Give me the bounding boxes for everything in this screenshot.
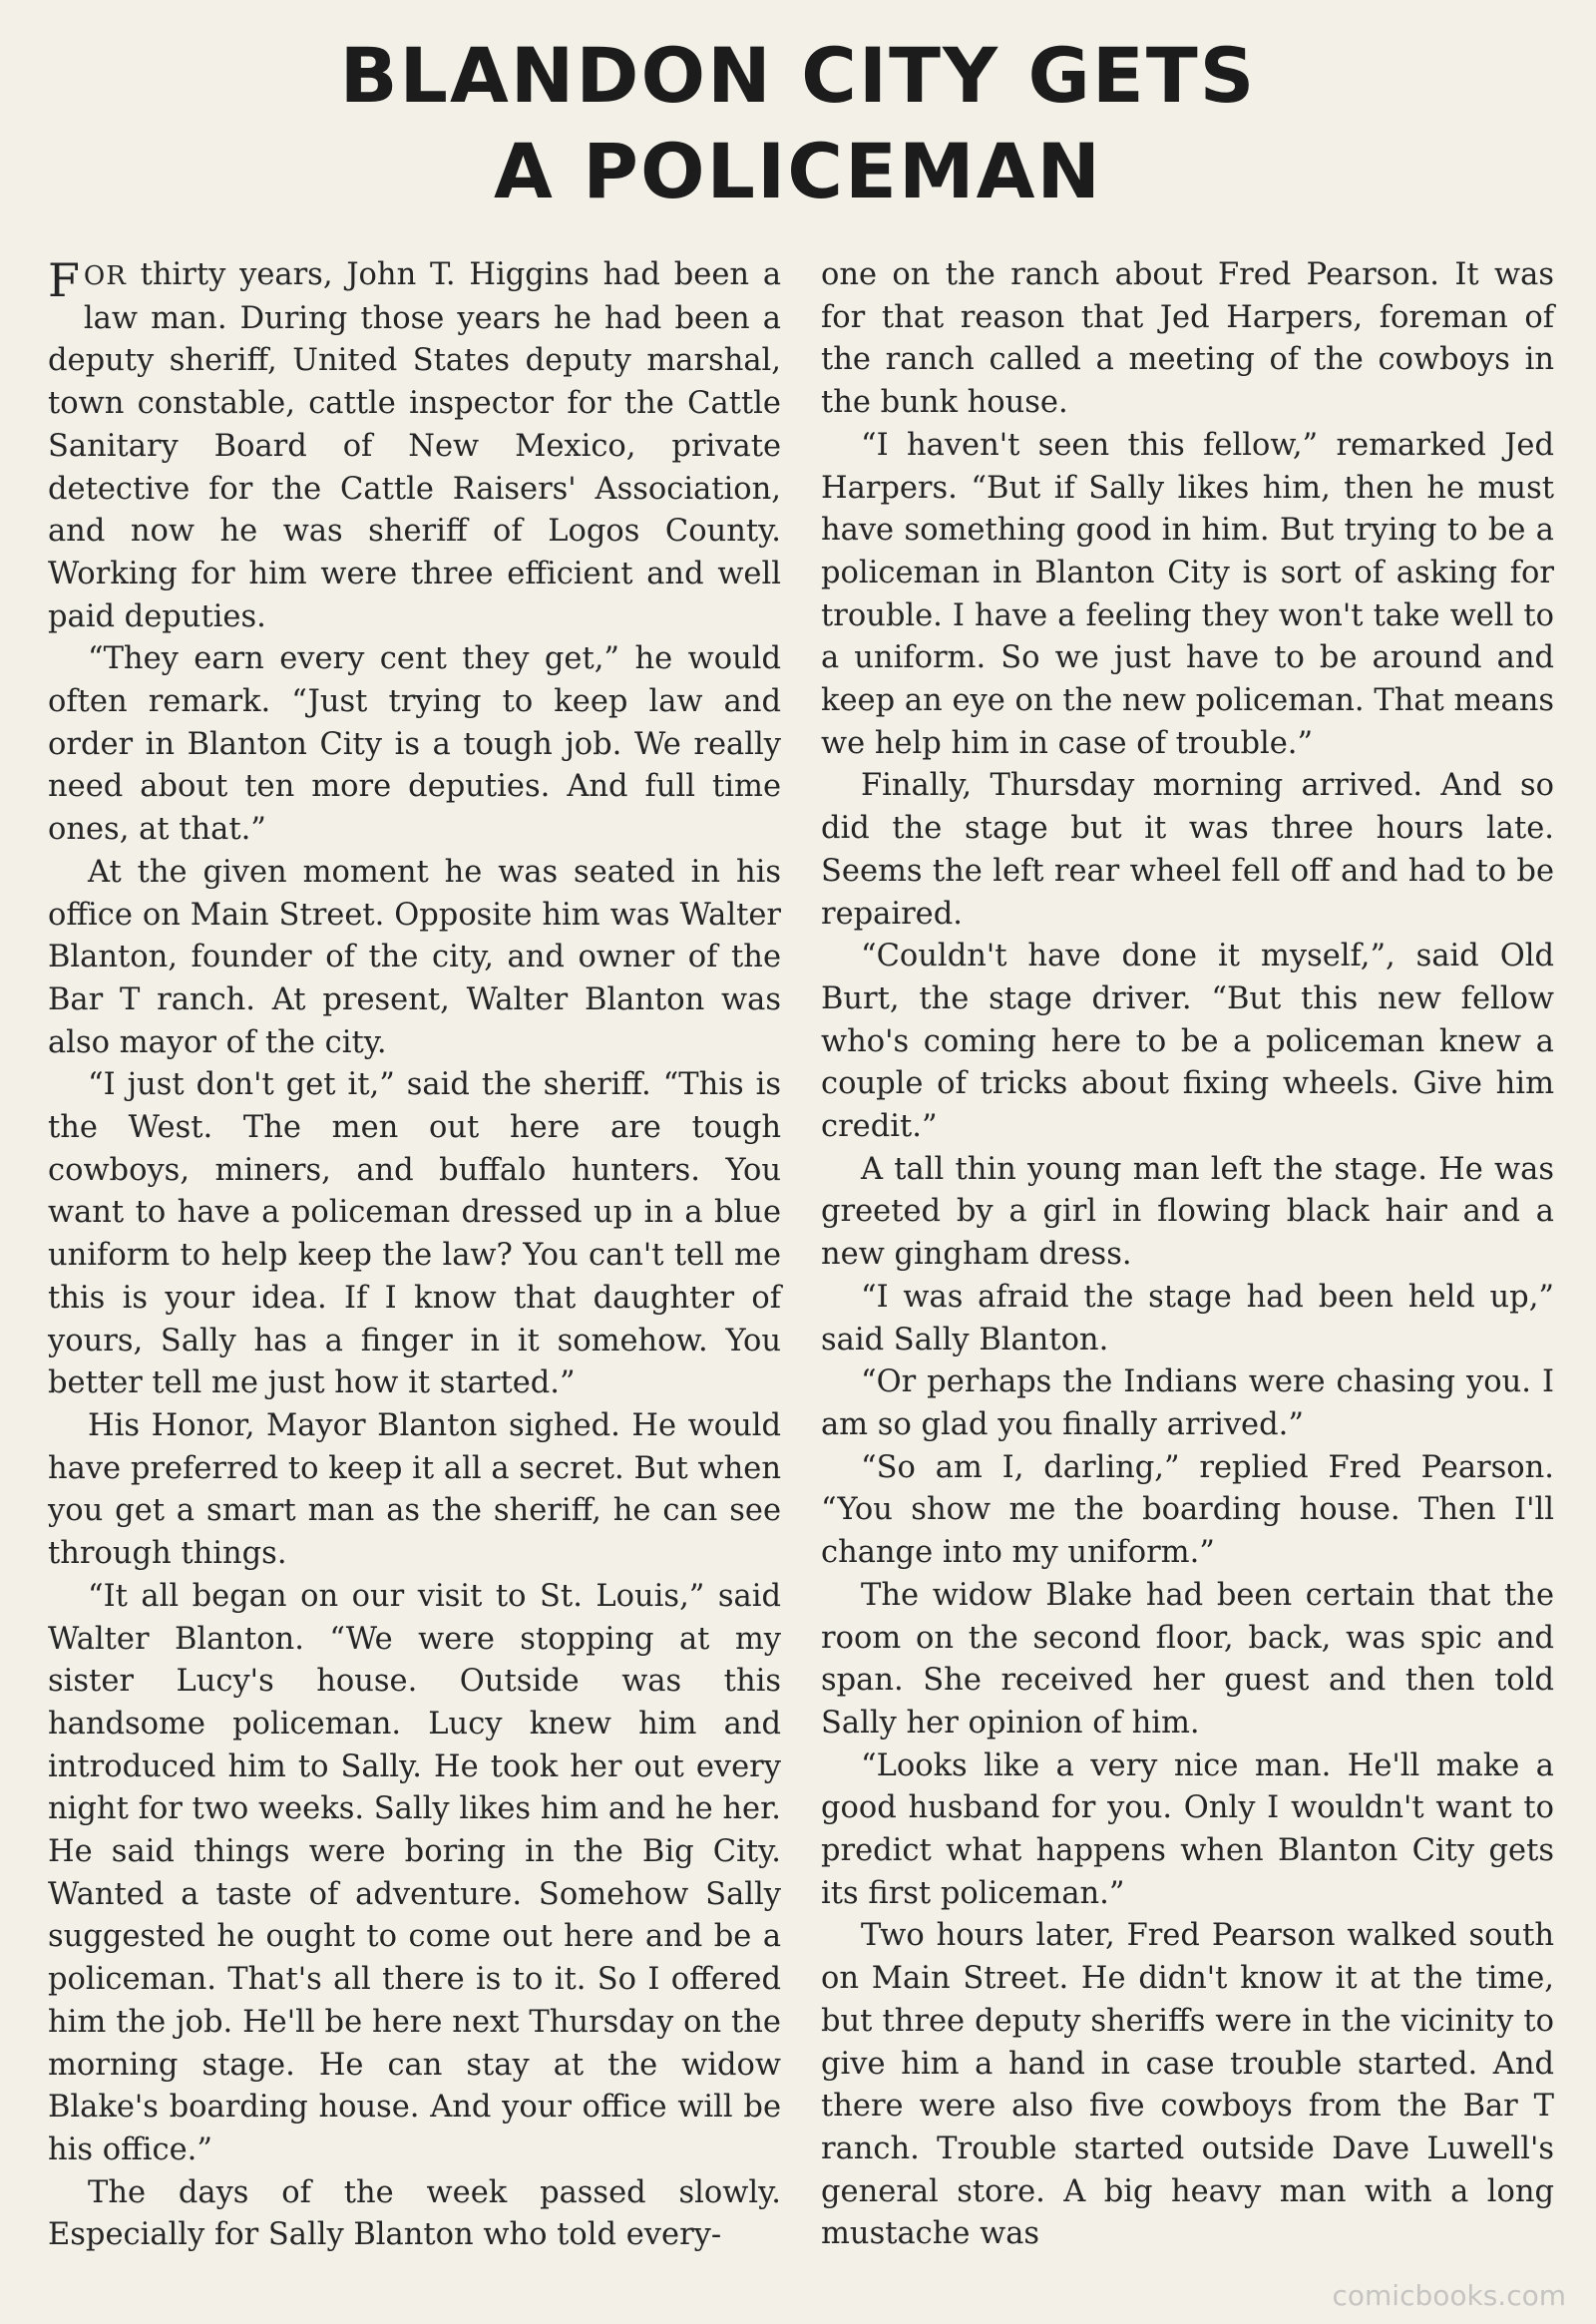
opening-word-rest: OR xyxy=(83,261,127,291)
paragraph: Two hours later, Fred Pearson walked south on Main Street. He didn't know it at the time, but three deputy sheriffs were in the vicinity to give him a hand in case trouble started. And there were also five cowboys from the Bar T ranch. Trouble started outside Dave Luwell's general store. A big heavy man with a long mustache was xyxy=(821,1918,1554,2252)
right-column xyxy=(821,254,1554,2256)
left-column xyxy=(48,254,781,2257)
paragraph: At the given moment he was seated in his office on Main Street. Opposite him was Walter Blanton, founder of the city, and owner of the Bar T ranch. At present, Walter Blanton was also mayor of the city. xyxy=(48,854,781,1060)
paragraph: “It all began on our visit to St. Louis,” said Walter Blanton. “We were stopping at my sister Lucy's house. Outside was this handsome policeman. Lucy knew him and introduced him to Sally. He took her out every night for two weeks. Sally likes him and he her. He said things were boring in the Big City. Wanted a taste of adventure. Somehow Sally suggested he ought to come out here and be a policeman. That's all there is to it. So I offered him the job. He'll be here next Thursday on the morning stage. He can stay at the widow Blake's boarding house. And your office will be his office.” xyxy=(48,1578,781,2167)
paragraph: “I was afraid the stage had been held up,” said Sally Blanton. xyxy=(821,1279,1554,1357)
story-title xyxy=(0,28,1596,219)
paragraph: Finally, Thursday morning arrived. And so did the stage but it was three hours late. Seems the left rear wheel fell off and had to be repaired. xyxy=(821,768,1554,932)
paragraph: The widow Blake had been certain that the room on the second floor, back, was spic and span. She received her guest and then told Sally her opinion of him. xyxy=(821,1577,1554,1741)
paragraph: “I haven't seen this fellow,” remarked Jed Harpers. “But if Sally likes him, then he must have something good in him. But trying to be a policeman in Blanton City is sort of asking for trouble. I have a feeling they won't take well to a uniform. So we just have to be around and keep an eye on the new policeman. That means we help him in case of trouble.” xyxy=(821,427,1554,761)
drop-cap: F xyxy=(48,253,80,307)
opening-paragraph xyxy=(48,254,781,638)
paragraph: “I just don't get it,” said the sheriff. “This is the West. The men out here are tough cowboys, miners, and buffalo hunters. You want to have a policeman dressed up in a blue uniform to help keep the law? You can't tell me this is your idea. If I know that daughter of yours, Sally has a finger in it somehow. You better tell me just how it started.” xyxy=(48,1067,781,1401)
paragraph: The days of the week passed slowly. Especially for Sally Blanton who told every- xyxy=(48,2174,781,2253)
paragraph: A tall thin young man left the stage. He was greeted by a girl in flowing black hair and a new gingham dress. xyxy=(821,1151,1554,1273)
title-line-1: BLANDON CITY GETS xyxy=(339,31,1257,120)
paragraph: “Or perhaps the Indians were chasing you. I am so glad you finally arrived.” xyxy=(821,1364,1554,1442)
paragraph: “Couldn't have done it myself,”, said Old Burt, the stage driver. “But this new fellow who's coming here to be a policeman knew a couple of tricks about fixing wheels. Give him credit.” xyxy=(821,939,1554,1145)
paragraph: “They earn every cent they get,” he would often remark. “Just trying to keep law and order in Blanton City is a tough job. We really need about ten more deputies. And full time ones, at that.” xyxy=(48,641,781,848)
opening-paragraph-text: thirty years, John T. Higgins had been a law man. During those years he had been a deputy sheriff, United States deputy marshal, town constable, cattle inspector for the Cattle Sanitary Board of New Mexico, private detective for the Cattle Raisers' Association, and now he was sheriff of Logos County. Working for him were three efficient and well paid deputies. xyxy=(48,257,781,634)
continuation-paragraph: one on the ranch about Fred Pearson. It was for that reason that Jed Harpers, foreman of the ranch called a meeting of the cowboys in the bunk house. xyxy=(821,257,1554,421)
watermark: comicbooks.com xyxy=(1332,2279,1566,2312)
paragraph: His Honor, Mayor Blanton sighed. He would have preferred to keep it all a secret. But when you get a smart man as the sheriff, he can see through things. xyxy=(48,1407,781,1572)
paragraph: “Looks like a very nice man. He'll make a good husband for you. Only I wouldn't want to predict what happens when Blanton City gets its first policeman.” xyxy=(821,1747,1554,1911)
paragraph: “So am I, darling,” replied Fred Pearson. “You show me the boarding house. Then I'll change into my uniform.” xyxy=(821,1449,1554,1571)
title-line-2: A POLICEMAN xyxy=(493,127,1103,215)
